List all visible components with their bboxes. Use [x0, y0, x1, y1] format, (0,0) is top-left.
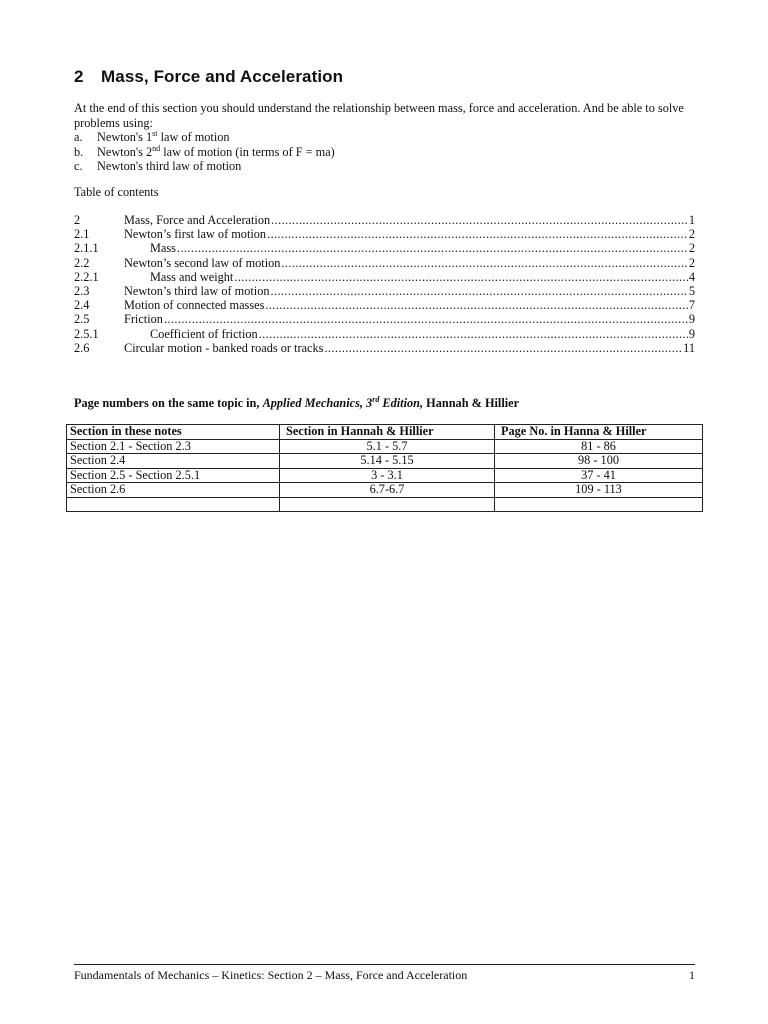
footer-page-number: 1 [689, 968, 695, 982]
page-numbers-heading [74, 396, 519, 411]
toc-dot-leader [271, 284, 688, 298]
toc-entry-title: Mass [150, 241, 176, 256]
table-cell [280, 497, 495, 512]
table-row [67, 483, 703, 498]
toc-entry-number: 2.4 [74, 298, 90, 313]
objectives-list [74, 130, 704, 174]
table-cell [67, 497, 280, 512]
toc-entry-title: Friction [124, 312, 163, 327]
toc-dot-leader [177, 241, 688, 255]
toc-entry-title: Mass and weight [150, 269, 234, 284]
objective-sup: nd [152, 143, 161, 153]
toc-dot-leader [281, 256, 687, 270]
toc-dot-leader [259, 327, 688, 341]
toc-entry-number: 2.2 [74, 255, 90, 270]
objective-marker: b. [74, 144, 84, 159]
toc-entry[interactable] [74, 341, 695, 355]
column-header: Section in these notes [67, 425, 280, 440]
toc-entry[interactable] [74, 298, 695, 312]
pn-edition: Edition, [379, 396, 424, 410]
toc-entry-title: Mass, Force and Acceleration [124, 213, 271, 227]
toc-entry-number: 2 [74, 213, 81, 227]
toc-entry-title: Newton’s third law of motion [124, 283, 270, 298]
section-title: Mass, Force and Acceleration [101, 67, 344, 86]
toc-entry[interactable] [74, 284, 695, 298]
table-row [67, 454, 703, 469]
toc-entry-number: 2.2.1 [74, 269, 99, 284]
section-number: 2 [74, 67, 84, 86]
toc-dot-leader [271, 213, 688, 227]
table-cell: 5.14 - 5.15 [280, 454, 495, 469]
toc-entry[interactable] [74, 227, 695, 241]
objective-text: Newton's third law of motion [97, 159, 242, 174]
objective-text-end: law of motion (in terms of F = ma) [160, 144, 335, 159]
toc-entry-page: 5 [688, 283, 695, 298]
table-cell: Section 2.5 - Section 2.5.1 [67, 468, 280, 483]
toc-entry-title: Newton’s second law of motion [124, 255, 281, 270]
table-cell: Section 2.6 [67, 483, 280, 498]
pn-heading-text: Page numbers on the same topic in, [74, 396, 263, 410]
table-cell: 81 - 86 [495, 439, 703, 454]
section-heading [74, 67, 343, 87]
toc-entry-title: Motion of connected masses [124, 298, 265, 313]
toc-entry[interactable] [74, 256, 695, 270]
toc-entry-number: 2.1 [74, 227, 90, 242]
toc-heading: Table of contents [74, 185, 159, 199]
toc-entry-title: Newton’s first law of motion [124, 227, 267, 242]
toc-entry-page: 1 [688, 213, 695, 227]
column-header: Section in Hannah & Hillier [280, 425, 495, 440]
toc-entry-page: 2 [688, 255, 695, 270]
toc-entry-title: Coefficient of friction [150, 326, 258, 341]
objective-item [74, 130, 704, 145]
toc-entry[interactable] [74, 213, 695, 227]
toc-dot-leader [265, 298, 687, 312]
intro-text: At the end of this section you should understand the relationship between mass, force and acceleration. And be able to solve problems using: [74, 101, 684, 130]
table-cell: Section 2.1 - Section 2.3 [67, 439, 280, 454]
column-header: Page No. in Hanna & Hiller [495, 425, 703, 440]
toc-entry-number: 2.5 [74, 312, 90, 327]
toc-entry-page: 4 [688, 269, 695, 284]
toc-entry-page: 11 [683, 340, 695, 355]
toc-entry[interactable] [74, 327, 695, 341]
table-row [67, 468, 703, 483]
objective-sup: st [152, 129, 158, 139]
table-cell: 98 - 100 [495, 454, 703, 469]
toc-entry-page: 9 [688, 326, 695, 341]
toc-dot-leader [164, 312, 688, 326]
table-of-contents [74, 213, 695, 355]
toc-entry-number: 2.5.1 [74, 326, 99, 341]
objective-item [74, 145, 704, 160]
objective-marker: c. [74, 159, 83, 174]
table-cell: 5.1 - 5.7 [280, 439, 495, 454]
toc-dot-leader [267, 227, 688, 241]
toc-dot-leader [234, 270, 688, 284]
toc-entry[interactable] [74, 270, 695, 284]
objective-marker: a. [74, 130, 83, 145]
table-cell: 37 - 41 [495, 468, 703, 483]
table-cell: Section 2.4 [67, 454, 280, 469]
toc-entry-title: Circular motion - banked roads or tracks [124, 340, 324, 355]
toc-dot-leader [324, 341, 682, 355]
toc-entry-page: 7 [688, 298, 695, 313]
table-header-row [67, 425, 703, 440]
toc-entry-page: 2 [688, 241, 695, 256]
objective-text: Newton's 1 [97, 130, 153, 145]
pn-book-title: Applied Mechanics, 3 [262, 396, 373, 410]
toc-entry-page: 9 [688, 312, 695, 327]
objective-text: Newton's 2 [97, 144, 153, 159]
toc-entry-page: 2 [688, 227, 695, 242]
page-numbers-table [66, 424, 703, 512]
table-cell: 109 - 113 [495, 483, 703, 498]
pn-edition-sup: rd [372, 394, 380, 404]
toc-entry-number: 2.6 [74, 340, 90, 355]
footer-text: Fundamentals of Mechanics – Kinetics: Section 2 – Mass, Force and Acceleration [74, 968, 468, 982]
objective-text-end: law of motion [157, 130, 230, 145]
objective-item [74, 159, 704, 174]
table-row [67, 439, 703, 454]
intro-block [74, 101, 704, 174]
toc-entry[interactable] [74, 241, 695, 255]
page-footer [74, 964, 695, 983]
pn-authors: Hannah & Hillier [423, 396, 520, 410]
toc-entry-number: 2.1.1 [74, 241, 99, 256]
table-cell [495, 497, 703, 512]
toc-entry-number: 2.3 [74, 283, 90, 298]
table-cell: 6.7-6.7 [280, 483, 495, 498]
table-row [67, 497, 703, 512]
toc-entry[interactable] [74, 312, 695, 326]
table-cell: 3 - 3.1 [280, 468, 495, 483]
